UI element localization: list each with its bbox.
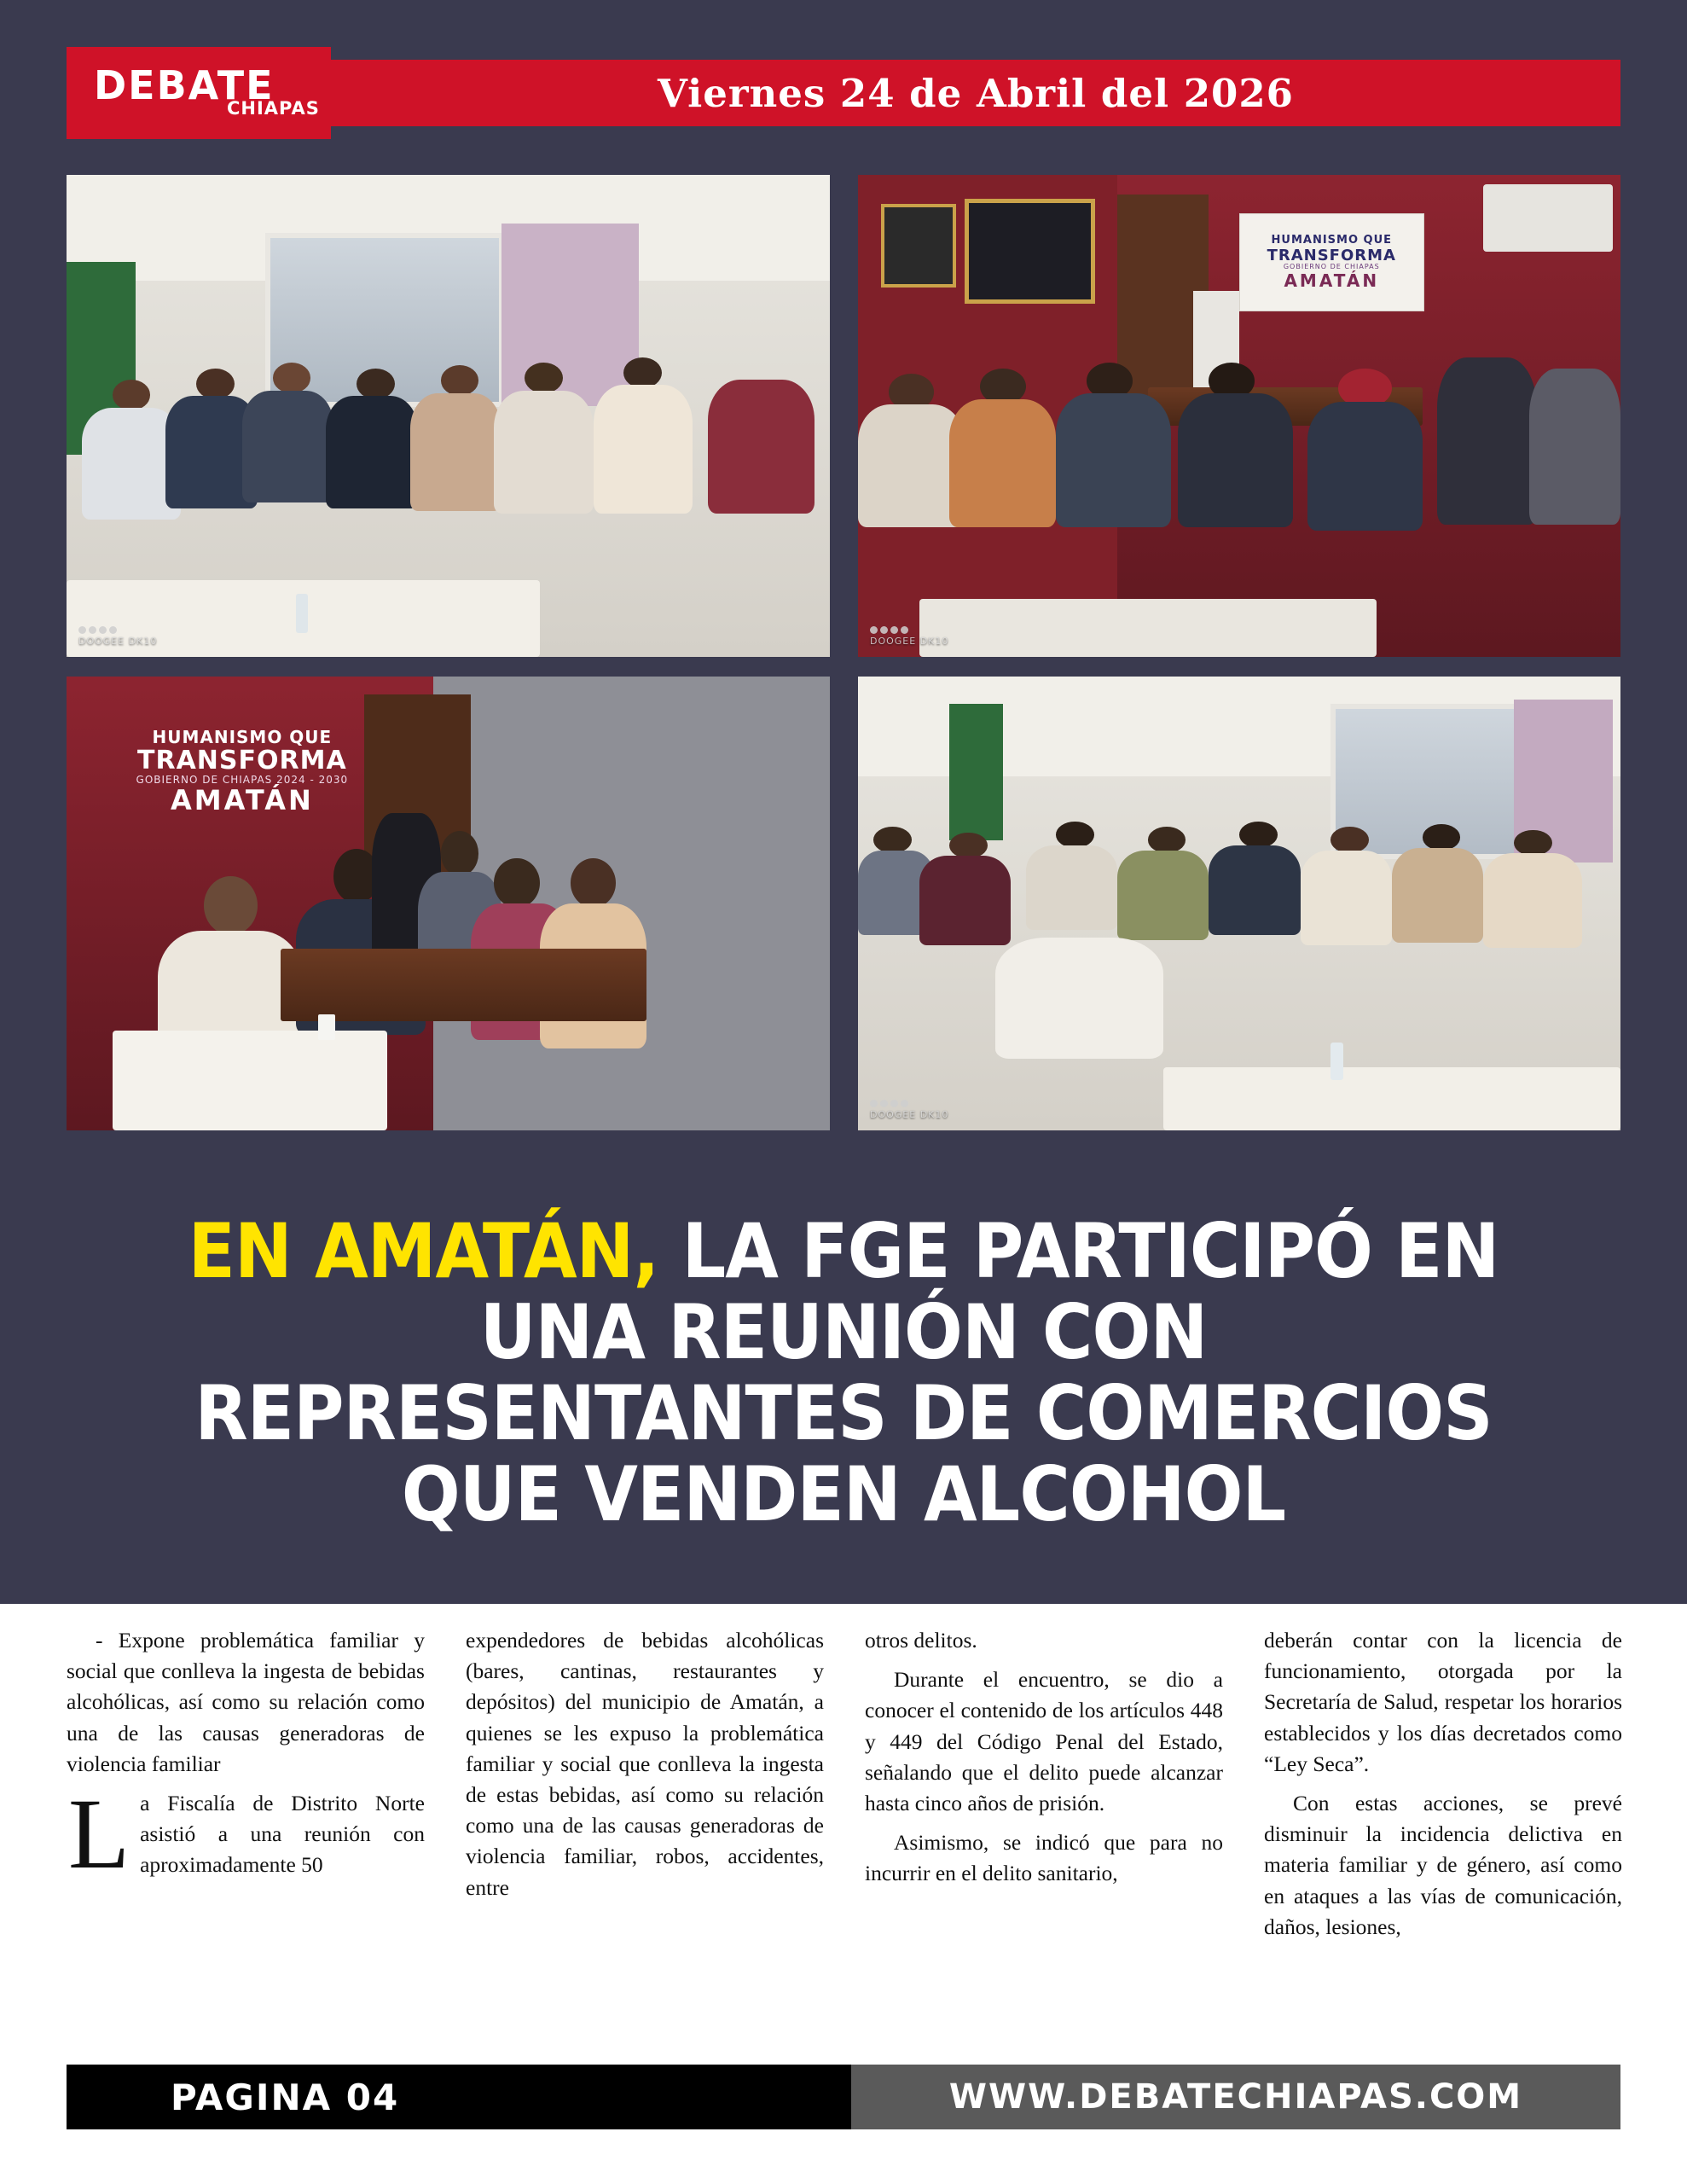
article-column2-p1: expendedores de bebidas alcohólicas (bares, cantinas, restaurantes y depósitos) del municipio de Amatán, a quienes se les expuso la problemática familiar y social que conlleva la ingesta de estas bebidas, así como su relación como una de las causas generadoras de violencia familiar, robos, accidentes, entre xyxy=(466,1628,824,1900)
footer-page-number: PAGINA 04 xyxy=(67,2065,851,2129)
camera-stamp-text: DOOGEE DK10 xyxy=(78,636,158,647)
photo-grid xyxy=(67,175,1620,1130)
article-column3-p1: otros delitos. xyxy=(865,1628,977,1653)
banner-line-4: AMATÁN xyxy=(1284,270,1380,292)
banner-line-4: AMATÁN xyxy=(170,784,314,817)
article-dropcap-paragraph xyxy=(67,1778,425,1891)
article-body xyxy=(67,1625,1620,2052)
article-lead: - Expone problemática familiar y social que conlleva la ingesta de bebidas alcohólicas, así como su relación como una de las causas generadoras de violencia familiar xyxy=(67,1628,425,1776)
article-column3-p3: Asimismo, se indicó que para no incurrir en el delito sanitario, xyxy=(865,1830,1223,1886)
debate-logo[interactable] xyxy=(67,47,331,139)
water-bottle xyxy=(1330,1043,1343,1080)
scene-4 xyxy=(858,677,1620,1130)
masthead xyxy=(67,60,1620,126)
dropcap-letter: L xyxy=(68,1778,130,1891)
photo-meeting-audience xyxy=(67,175,830,657)
banner-line-2: TRANSFORMA xyxy=(1267,246,1396,264)
crowd xyxy=(858,822,1620,1085)
framed-portrait xyxy=(881,204,956,288)
photo-podium-speaker xyxy=(858,175,1620,657)
article-column1-body: a Fiscalía de Distrito Norte asistió a una reunión con aproximadamente 50 xyxy=(140,1791,425,1878)
footer-website[interactable]: WWW.DEBATECHIAPAS.COM xyxy=(851,2065,1620,2129)
banner-line-2: TRANSFORMA xyxy=(137,746,347,776)
banner-line-3: GOBIERNO DE CHIAPAS 2024 - 2030 xyxy=(136,774,349,787)
article-column4-p2: Con estas acciones, se prevé disminuir la incidencia delictiva en materia familiar y de género, así como en ataques a las vías de comunicación, daños, lesiones, xyxy=(1264,1791,1622,1939)
paper-cup xyxy=(318,1014,335,1040)
event-banner xyxy=(128,704,357,840)
article-column-1 xyxy=(67,1625,425,1891)
framed-photo xyxy=(965,199,1095,304)
page-footer xyxy=(67,2065,1620,2129)
logo-sub-text: CHIAPAS xyxy=(227,98,320,119)
camera-stamp-text: DOOGEE DK10 xyxy=(870,1109,949,1120)
air-conditioner xyxy=(1483,184,1613,252)
camera-stamp xyxy=(78,626,157,647)
logo-main-text: DEBATE xyxy=(94,62,275,108)
camera-stamp xyxy=(870,1100,948,1120)
crowd xyxy=(858,329,1620,609)
banner-line-1: HUMANISMO QUE xyxy=(152,727,333,748)
masthead-date: Viernes 24 de Abril del 2026 xyxy=(657,70,1294,116)
banner-line-3: GOBIERNO DE CHIAPAS xyxy=(1283,263,1380,271)
logo-inner xyxy=(75,59,322,127)
flag xyxy=(949,704,1003,840)
article-column-4 xyxy=(1264,1625,1622,1951)
camera-stamp xyxy=(870,626,948,647)
banner-line-1: HUMANISMO QUE xyxy=(1271,234,1393,247)
photo-room-wide xyxy=(858,677,1620,1130)
scene-2 xyxy=(858,175,1620,657)
headline-accent: EN AMATÁN, xyxy=(188,1206,659,1295)
article-column-2 xyxy=(466,1625,824,1912)
article-column4-p1: deberán contar con la licencia de funcionamiento, otorgada por la Secretaría de Salud, respetar los horarios establecidos y los días decretados como “Ley Seca”. xyxy=(1264,1628,1622,1776)
camera-stamp-text: DOOGEE DK10 xyxy=(870,636,949,647)
event-banner xyxy=(1239,213,1424,311)
page-headline xyxy=(129,1206,1558,1539)
crowd xyxy=(67,329,830,609)
article-column-3 xyxy=(865,1625,1223,1898)
scene-1 xyxy=(67,175,830,657)
photo-officials-table xyxy=(67,677,830,1130)
water-bottle xyxy=(296,594,308,633)
article-column3-p2: Durante el encuentro, se dio a conocer el contenido de los artículos 448 y 449 del Código Penal del Estado, señalando que el delito puede alcanzar hasta cinco años de prisión. xyxy=(865,1667,1223,1816)
scene-3 xyxy=(67,677,830,1130)
headline-rest: LA FGE PARTICIPÓ EN UNA REUNIÓN CON REPRESENTANTES DE COMERCIOS QUE VENDEN ALCOHOL xyxy=(194,1206,1499,1539)
